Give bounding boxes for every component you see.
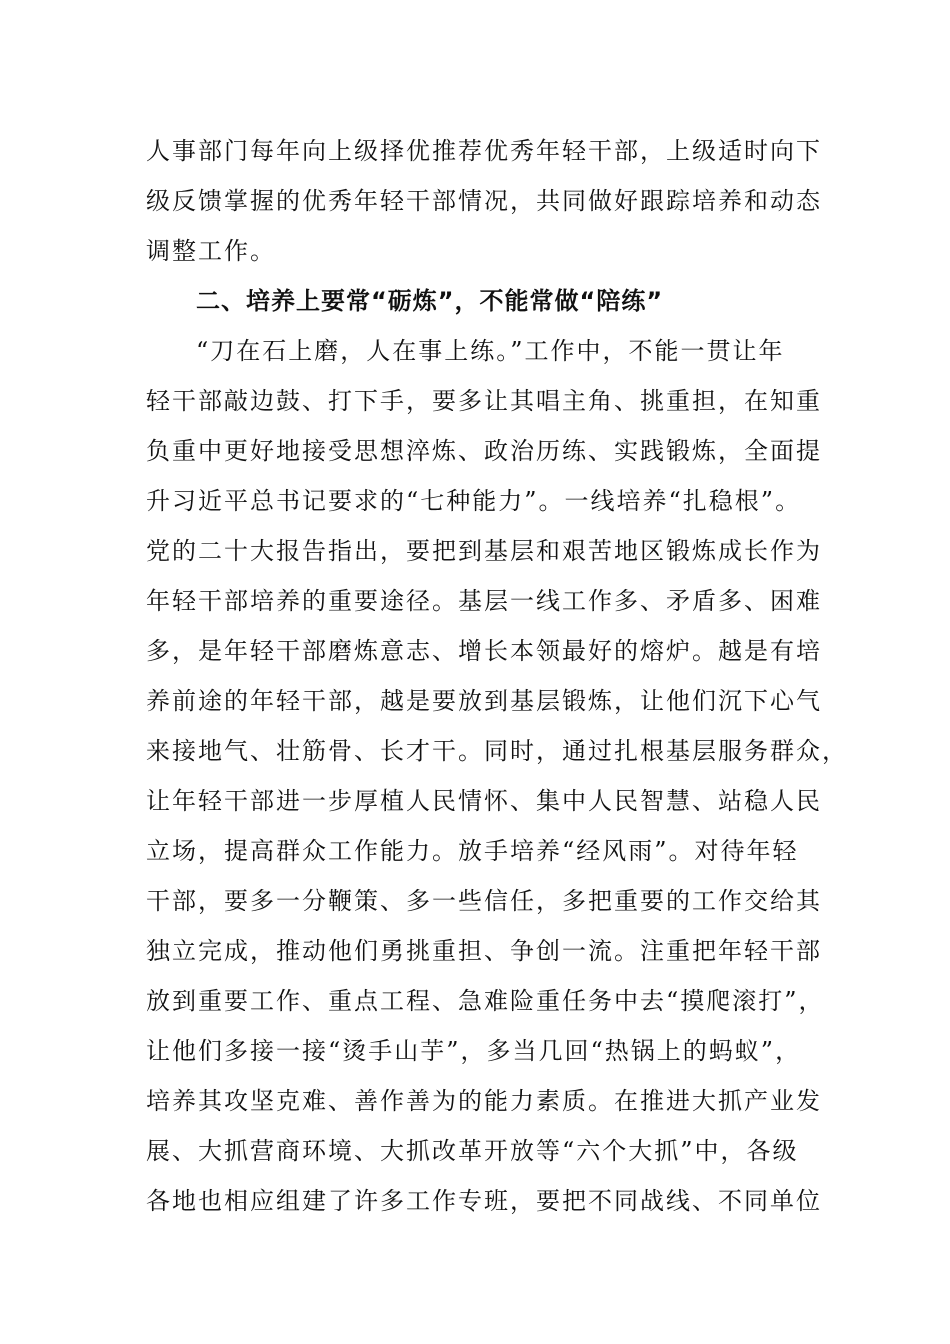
text-line: 级反馈掌握的优秀年轻干部情况，共同做好跟踪培养和动态 bbox=[146, 187, 822, 215]
text-line: 多，是年轻干部磨炼意志、增长本领最好的熔炉。越是有培 bbox=[146, 637, 822, 665]
text-line: 年轻干部培养的重要途径。基层一线工作多、矛盾多、困难 bbox=[146, 587, 822, 615]
text-line: 放到重要工作、重点工程、急难险重任务中去“摸爬滚打”， bbox=[146, 987, 825, 1015]
text-line: 展、大抓营商环境、大抓改革开放等“六个大抓”中，各级 bbox=[146, 1137, 799, 1165]
text-line: 培养其攻坚克难、善作善为的能力素质。在推进大抓产业发 bbox=[146, 1087, 822, 1115]
text-line: 独立完成，推动他们勇挑重担、争创一流。注重把年轻干部 bbox=[146, 937, 822, 965]
text-line: 党的二十大报告指出，要把到基层和艰苦地区锻炼成长作为 bbox=[146, 537, 822, 565]
text-line: 轻干部敲边鼓、打下手，要多让其唱主角、挑重担，在知重 bbox=[146, 387, 822, 415]
text-line: 负重中更好地接受思想淬炼、政治历练、实践锻炼，全面提 bbox=[146, 437, 822, 465]
text-line: 升习近平总书记要求的“七种能力”。一线培养“扎稳根”。 bbox=[146, 487, 802, 515]
text-line: 各地也相应组建了许多工作专班，要把不同战线、不同单位 bbox=[146, 1187, 822, 1215]
text-line: 让他们多接一接“烫手山芋”，多当几回“热锅上的蚂蚁”， bbox=[146, 1037, 802, 1065]
text-line: 让年轻干部进一步厚植人民情怀、集中人民智慧、站稳人民 bbox=[146, 787, 822, 815]
text-line: 干部，要多一分鞭策、多一些信任，多把重要的工作交给其 bbox=[146, 887, 822, 915]
text-line: 养前途的年轻干部，越是要放到基层锻炼，让他们沉下心气 bbox=[146, 687, 822, 715]
text-line: 立场，提高群众工作能力。放手培养“经风雨”。对待年轻 bbox=[146, 837, 799, 865]
text-line: 调整工作。 bbox=[146, 237, 276, 265]
text-line: “刀在石上磨，人在事上练。”工作中，不能一贯让年 bbox=[196, 337, 785, 365]
text-line: 人事部门每年向上级择优推荐优秀年轻干部，上级适时向下 bbox=[146, 137, 822, 165]
section-heading: 二、培养上要常“砺炼”，不能常做“陪练” bbox=[196, 287, 664, 315]
text-line: 来接地气、壮筋骨、长才干。同时，通过扎根基层服务群众， bbox=[146, 737, 848, 765]
